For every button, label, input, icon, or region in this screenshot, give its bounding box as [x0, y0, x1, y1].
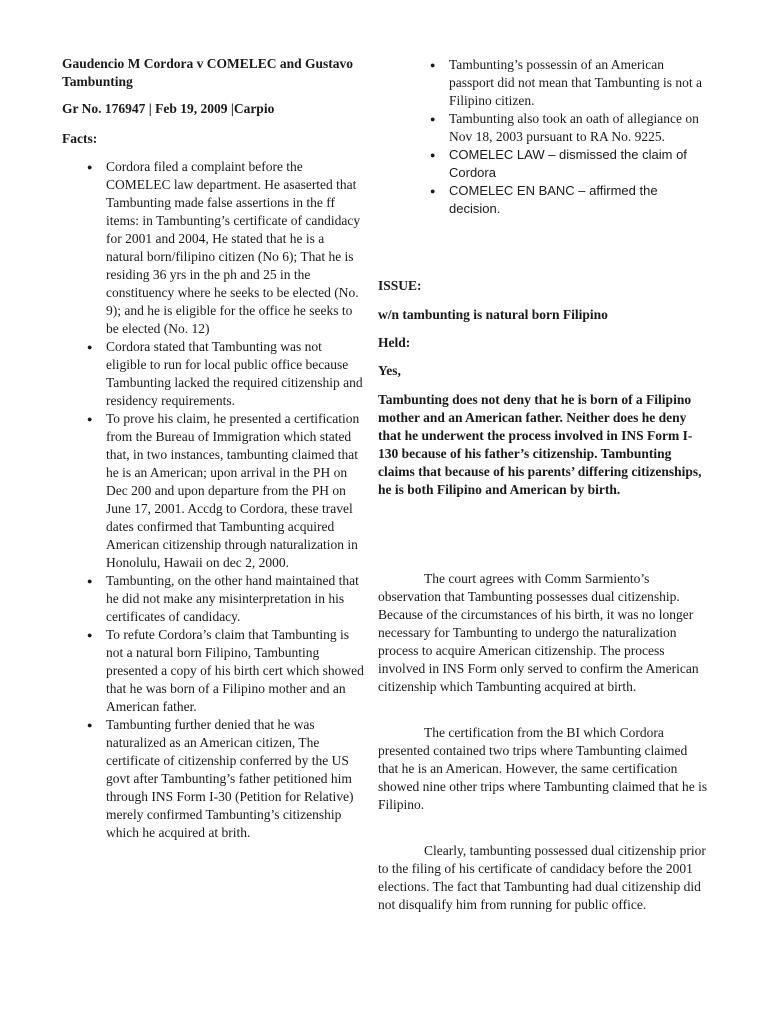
fact-item: ● To prove his claim, he presented a certification from the Bureau of Immigration which stated that, in two instances, tambunting claimed that he is an American; upon arrival in the PH on Dec 200 and upon departure from the PH on June 17, 2001. Accdg to Cordora, these travel dates confirmed that Tambunting acquired American citizenship through naturalization in Honolulu, Hawaii on dec 2, 2000.	[62, 410, 364, 572]
held-paragraph: Tambunting does not deny that he is born of a Filipino mother and an American father. Neither does he deny that he underwent the process involved in INS Form I-130 because of his father’s citizenship. Tambunting claims that because of his parents’ differing citizenships, he is both Filipino and American by birth.	[378, 392, 702, 497]
fact-item: ● Tambunting also took an oath of allegiance on Nov 18, 2003 pursuant to RA No. 9225.	[405, 110, 710, 146]
ruling-paragraph: Clearly, tambunting possessed dual citizenship prior to the filing of his certificate of candidacy before the 2001 elections. The fact that Tambunting had dual citizenship did not disqualify him from running for public office.	[378, 843, 706, 912]
issue-question: w/n tambunting is natural born Filipino	[378, 307, 608, 322]
fact-item: ● To refute Cordora’s claim that Tambunting is not a natural born Filipino, Tambunting presented a copy of his birth cert which showed that he was born of a Filipino mother and an American father.	[62, 626, 364, 716]
held-heading: Held:	[378, 335, 411, 350]
fact-item: ● Cordora stated that Tambunting was not eligible to run for local public office because Tambunting lacked the required citizenship and residency requirements.	[62, 338, 364, 410]
case-title: Gaudencio M Cordora v COMELEC and Gustavo Tambunting	[62, 56, 354, 89]
fact-item: ● Tambunting, on the other hand maintained that he did not make any misinterpretation in his certificates of candidacy.	[62, 572, 364, 626]
fact-item: ● COMELEC LAW – dismissed the claim of Cordora	[405, 146, 710, 182]
fact-item: ● Cordora filed a complaint before the COMELEC law department. He asaserted that Tambunting made false assertions in the ff items: in Tambunting’s certificate of candidacy for 2001 and 2004, He stated that he is a natural born/filipino citizen (No 6); That he is residing 36 yrs in the ph and 25 in the constituency where he seeks to be elected (No. 9); and he is eligible for the office he seeks to be elected (No. 12)	[62, 158, 364, 338]
facts-continued-list	[405, 56, 710, 218]
facts-list	[62, 158, 364, 842]
ruling-paragraph: The court agrees with Comm Sarmiento’s observation that Tambunting possesses dual citizenship. Because of the circumstances of his birth, it was no longer necessary for Tambunting to undergo the naturalization process to acquire American citizenship. The process involved in INS Form only served to confirm the American citizenship which Tambunting acquired at birth.	[378, 571, 699, 694]
issue-heading: ISSUE:	[378, 278, 422, 293]
held-answer: Yes,	[378, 363, 401, 378]
ruling-paragraph: The certification from the BI which Cordora presented contained two trips where Tambunting claimed that he is an American. However, the same certification showed nine other trips where Tambunting claimed that he is Filipino.	[378, 725, 708, 812]
fact-item: ● Tambunting further denied that he was naturalized as an American citizen, The certificate of citizenship conferred by the US govt after Tambunting’s father petitioned him through INS Form I-30 (Petition for Relative) merely confirmed Tambunting’s citizenship which he acquired at brith.	[62, 716, 364, 842]
fact-item: ● Tambunting’s possessin of an American passport did not mean that Tambunting is not a Filipino citizen.	[405, 56, 710, 110]
fact-item: ● COMELEC EN BANC – affirmed the decision.	[405, 182, 710, 218]
case-number: Gr No. 176947 | Feb 19, 2009 |Carpio	[62, 101, 275, 116]
facts-heading: Facts:	[62, 131, 98, 146]
